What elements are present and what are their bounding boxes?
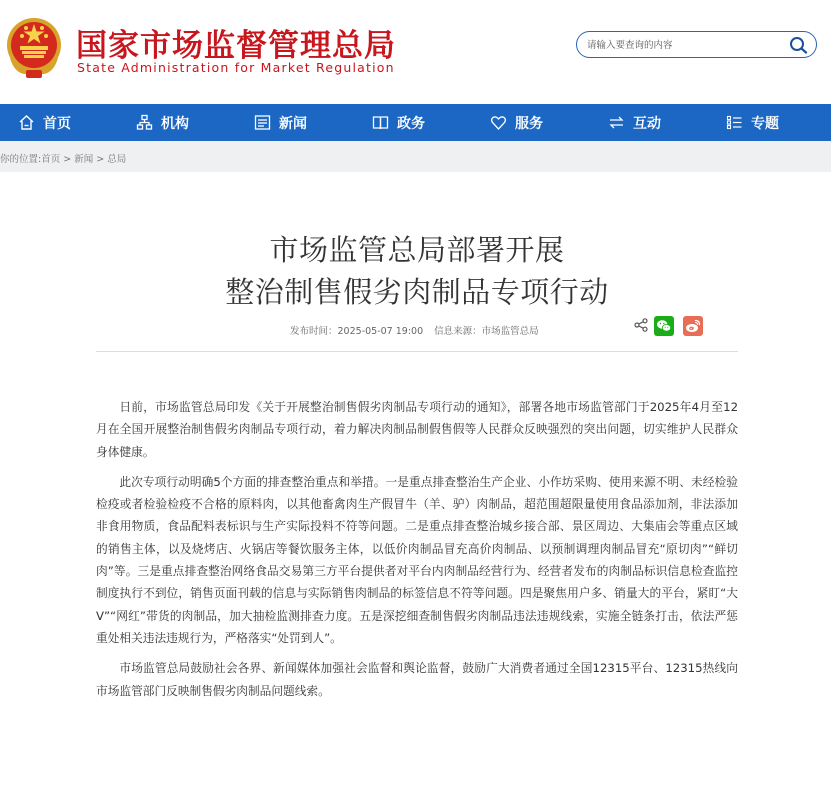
- article-title-line1: 市场监管总局部署开展: [269, 233, 565, 267]
- nav-label: 首页: [43, 115, 71, 132]
- publish-label: 发布时间：: [290, 326, 338, 337]
- search-icon[interactable]: [789, 36, 808, 54]
- heart-icon: [490, 114, 507, 131]
- news-icon: [254, 114, 271, 131]
- nav-label: 专题: [751, 115, 779, 132]
- breadcrumb-separator: >: [60, 154, 75, 165]
- nav-label: 服务: [515, 115, 543, 132]
- site-title[interactable]: 国家市场监督管理总局: [76, 28, 396, 64]
- site-header: [0, 0, 831, 104]
- topics-icon: [726, 114, 743, 131]
- wechat-icon[interactable]: [654, 316, 674, 336]
- breadcrumb-prefix: 你的位置:: [0, 154, 42, 165]
- breadcrumb-home[interactable]: 首页: [41, 154, 61, 165]
- article-paragraph: 市场监管总局鼓励社会各界、新闻媒体加强社会监督和舆论监督，鼓励广大消费者通过全国12315平台、12315热线向市场监管部门反映制售假劣肉制品问题线索。: [96, 661, 738, 698]
- search-box: [576, 31, 817, 58]
- article-title-line2: 整治制售假劣肉制品专项行动: [225, 275, 609, 309]
- nav-item-service[interactable]: [490, 104, 543, 141]
- nav-item-news[interactable]: [254, 104, 307, 141]
- nav-label: 新闻: [279, 115, 307, 132]
- search-input[interactable]: [587, 36, 782, 54]
- breadcrumb-bar: [0, 141, 831, 172]
- nav-item-affairs[interactable]: [372, 104, 425, 141]
- site-title-english[interactable]: State Administration for Market Regulation: [77, 60, 395, 75]
- source-value: 市场监管总局: [481, 326, 539, 337]
- publish-time: [290, 326, 423, 337]
- source: [434, 326, 539, 337]
- org-icon: [136, 114, 153, 131]
- share-icon[interactable]: [634, 318, 648, 332]
- article-body: [96, 396, 738, 710]
- affairs-icon: [372, 114, 389, 131]
- nav-label: 机构: [161, 115, 189, 132]
- breadcrumb-separator: >: [93, 154, 108, 165]
- nav-item-interact[interactable]: [608, 104, 661, 141]
- interact-icon: [608, 114, 625, 131]
- publish-time-value: 2025-05-07 19:00: [337, 326, 424, 337]
- source-label: 信息来源：: [434, 326, 482, 337]
- breadcrumb: [0, 151, 126, 165]
- home-icon: [18, 114, 35, 131]
- article-paragraph: 此次专项行动明确5个方面的排查整治重点和举措。一是重点排查整治生产企业、小作坊采购、使用来源不明、未经检验检疫或者检验检疫不合格的原料肉，以其他畜禽肉生产假冒牛（羊、驴）肉制品，超范围超限量使用食品添加剂，非法添加非食用物质，食品配料表标识与生产实际投料不符等问题。二是重点排查整治城乡接合部、景区周边、大集庙会等重点区域的销售主体，以及烧烤店、火锅店等餐饮服务主体，以低价肉制品冒充高价肉制品、以预制调理肉制品冒充“原切肉”“鲜切肉”等。三是重点排查整治网络食品交易第三方平台提供者对平台内肉制品经营行为、经营者发布的肉制品标识信息检查监控制度执行不到位，销售页面刊载的信息与实际销售肉制品的标签信息不符等问题。四是聚焦用户多、销量大的平台，紧盯“大V”“网红”带货的肉制品，加大抽检监测排查力度。五是深挖细查制售假劣肉制品违法违规线索，实施全链条打击，依法严惩重处相关违法违规行为，严格落实“处罚到人”。: [96, 474, 738, 645]
- weibo-icon[interactable]: [683, 316, 703, 336]
- nav-item-home[interactable]: [18, 104, 71, 141]
- breadcrumb-hq[interactable]: 总局: [107, 154, 127, 165]
- nav-item-topics[interactable]: [726, 104, 779, 141]
- national-emblem-icon[interactable]: [4, 14, 64, 80]
- breadcrumb-news[interactable]: 新闻: [74, 154, 94, 165]
- divider: [96, 351, 738, 352]
- nav-label: 互动: [633, 115, 661, 132]
- nav-label: 政务: [397, 115, 425, 132]
- article-meta: [290, 323, 547, 337]
- nav-item-org[interactable]: [136, 104, 189, 141]
- main-nav: [0, 104, 831, 141]
- article-paragraph: 日前，市场监管总局印发《关于开展整治制售假劣肉制品专项行动的通知》，部署各地市场监管部门于2025年4月至12月在全国开展整治制售假劣肉制品专项行动，着力解决肉制品制假售假等人民群众反映强烈的突出问题，切实维护人民群众身体健康。: [96, 400, 738, 459]
